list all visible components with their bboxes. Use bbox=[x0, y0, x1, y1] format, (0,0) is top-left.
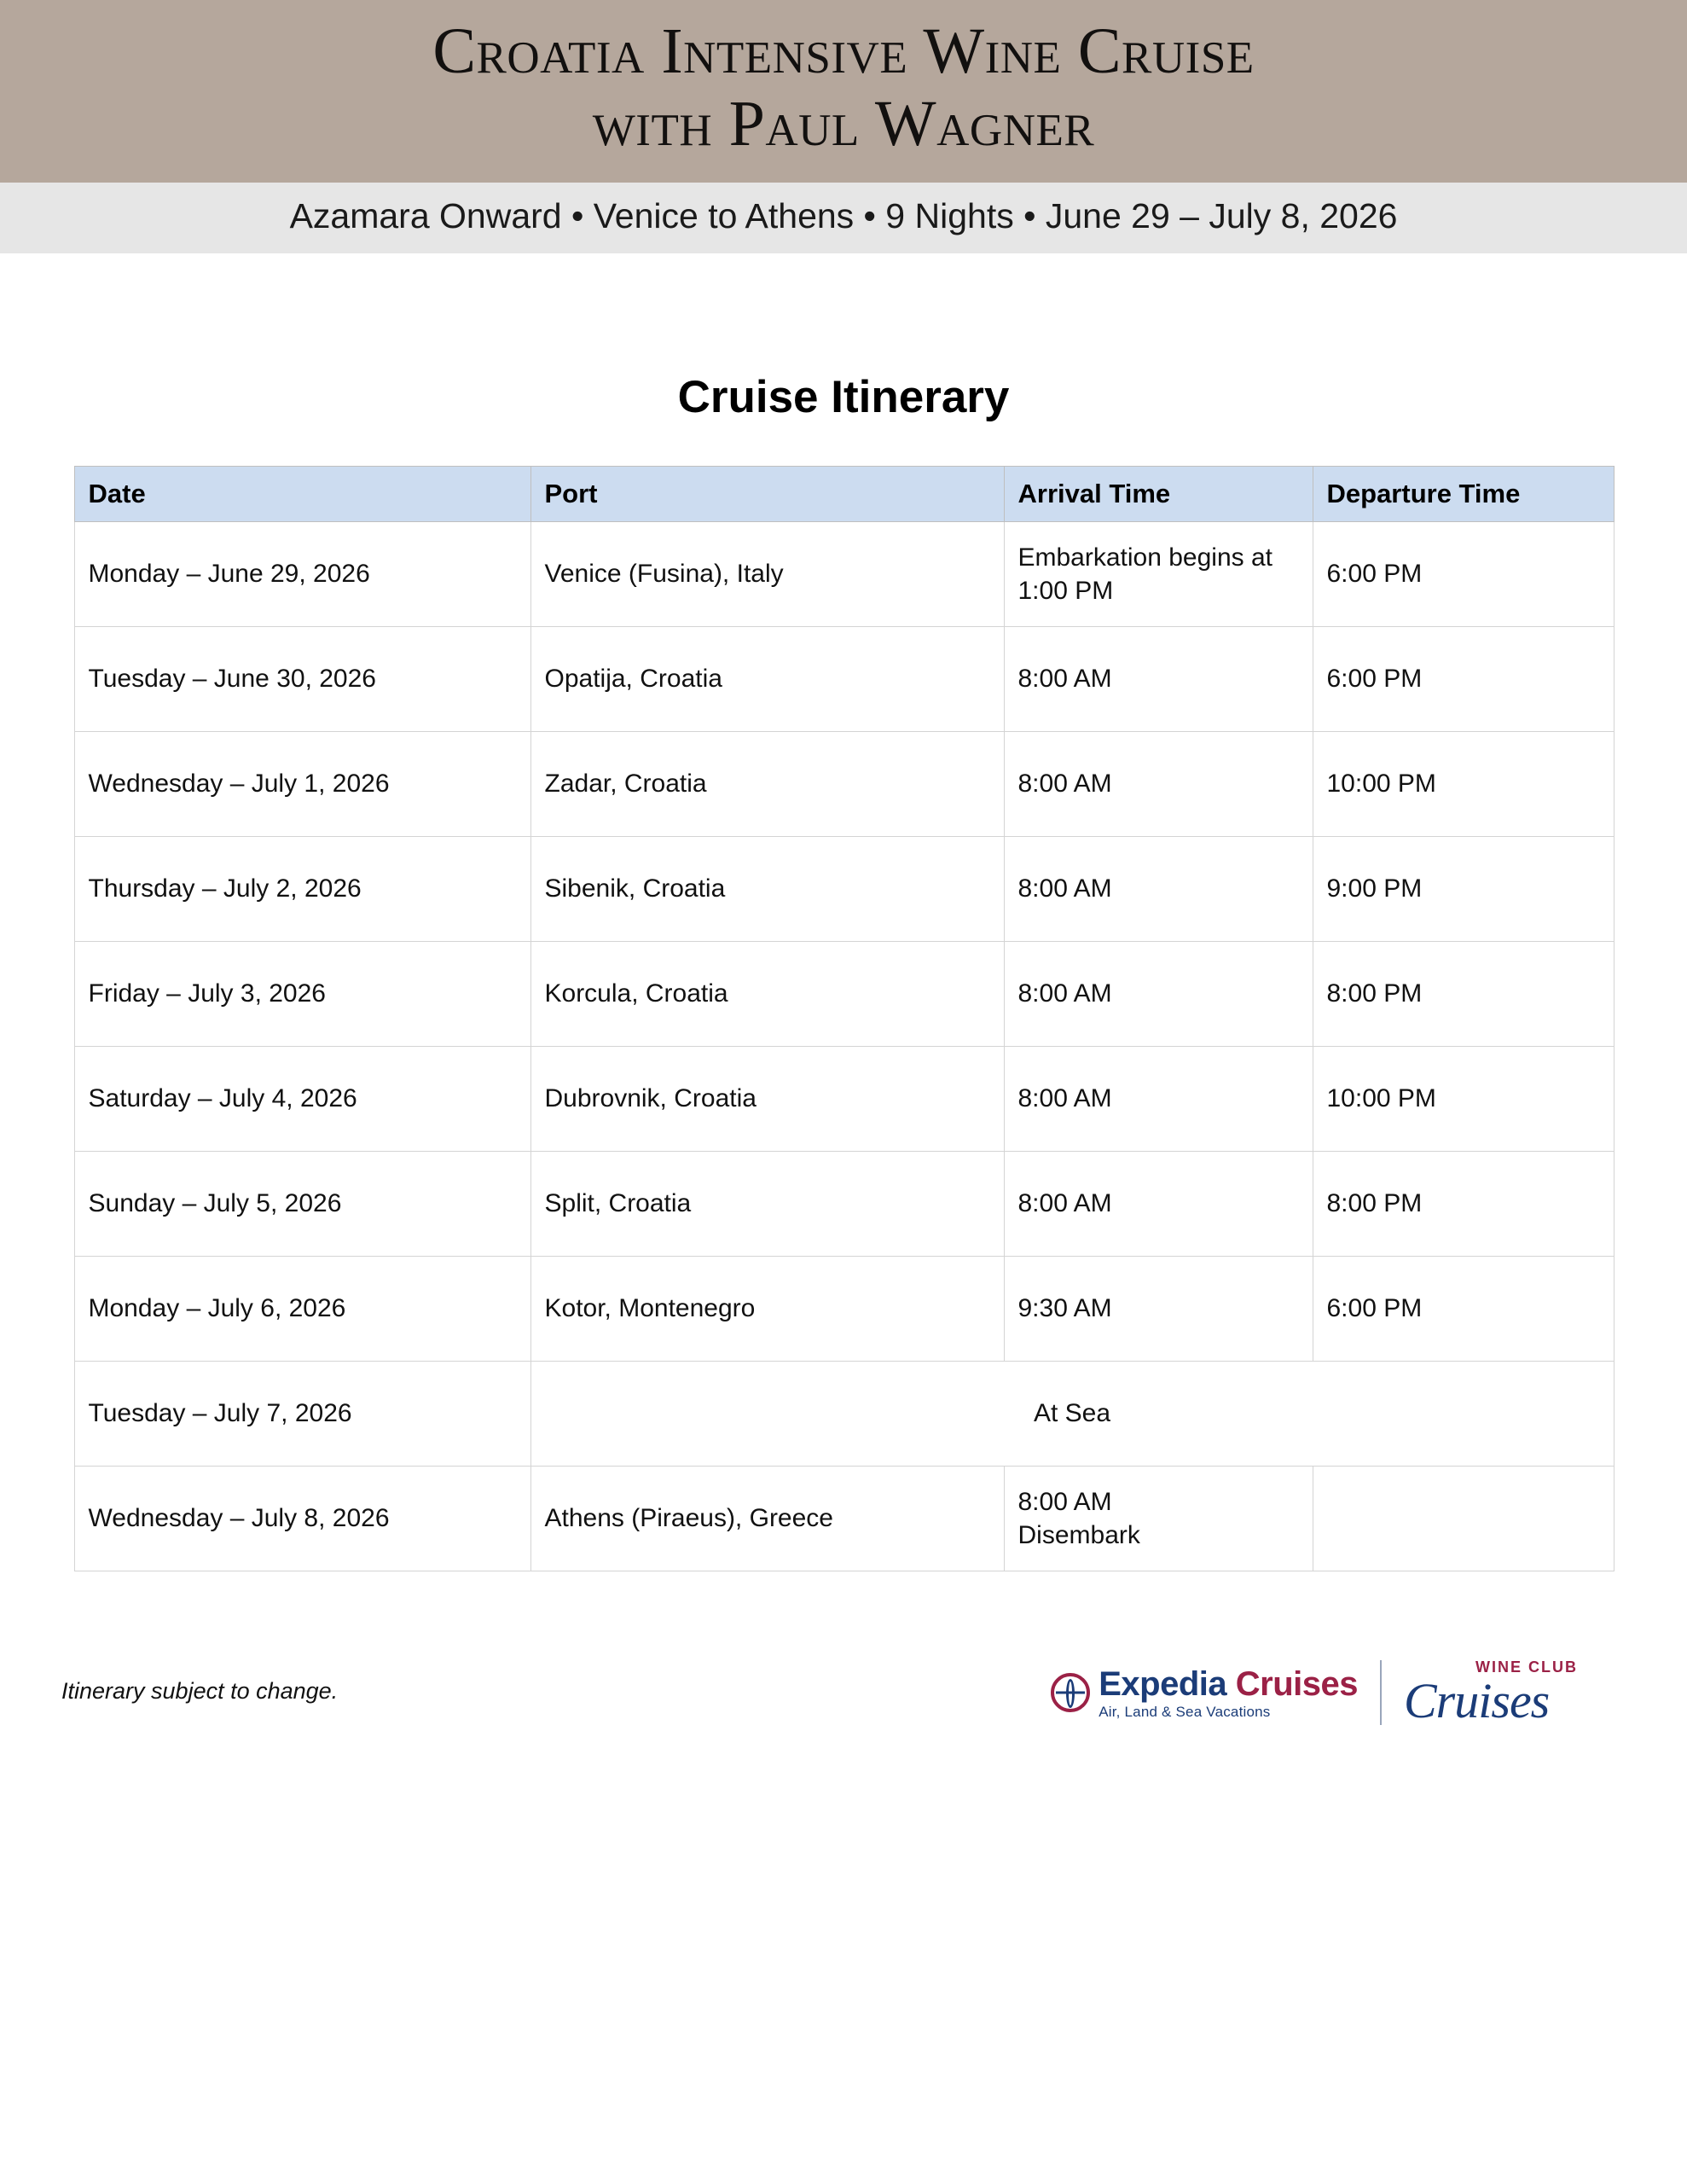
itinerary-table bbox=[74, 466, 1615, 1571]
cell-date: Monday – July 6, 2026 bbox=[74, 1257, 530, 1362]
page-title: Cruise Itinerary bbox=[677, 372, 1010, 423]
column-header-date: Date bbox=[74, 467, 530, 522]
cell-arrival: 8:00 AM bbox=[1004, 1152, 1313, 1257]
cell-departure: 8:00 PM bbox=[1313, 942, 1614, 1047]
cruises-word: Cruises bbox=[1226, 1664, 1358, 1703]
table-row bbox=[74, 942, 1614, 1047]
cell-port: Dubrovnik, Croatia bbox=[530, 1047, 1004, 1152]
expedia-logo-name bbox=[1099, 1664, 1358, 1703]
cell-departure: 9:00 PM bbox=[1313, 837, 1614, 942]
cell-date: Wednesday – July 8, 2026 bbox=[74, 1467, 530, 1571]
cell-date: Monday – June 29, 2026 bbox=[74, 522, 530, 627]
cell-port: Korcula, Croatia bbox=[530, 942, 1004, 1047]
cruise-summary-text: Azamara Onward • Venice to Athens • 9 Nights • June 29 – July 8, 2026 bbox=[289, 196, 1398, 236]
cell-departure: 10:00 PM bbox=[1313, 1047, 1614, 1152]
cell-at-sea: At Sea bbox=[530, 1362, 1614, 1467]
cell-port: Opatija, Croatia bbox=[530, 627, 1004, 732]
cell-port: Athens (Piraeus), Greece bbox=[530, 1467, 1004, 1571]
cell-departure: 6:00 PM bbox=[1313, 1257, 1614, 1362]
cell-arrival bbox=[1004, 1467, 1313, 1571]
expedia-logo-tagline: Air, Land & Sea Vacations bbox=[1099, 1703, 1271, 1720]
cell-date: Sunday – July 5, 2026 bbox=[74, 1152, 530, 1257]
document-title-line-2: with Paul Wagner bbox=[592, 88, 1095, 160]
cell-departure bbox=[1313, 1467, 1614, 1571]
expedia-cruises-logo bbox=[1051, 1664, 1358, 1720]
table-row bbox=[74, 1152, 1614, 1257]
cell-date: Tuesday – June 30, 2026 bbox=[74, 627, 530, 732]
cell-date: Thursday – July 2, 2026 bbox=[74, 837, 530, 942]
wine-club-cruises-wordmark: Cruises bbox=[1404, 1673, 1550, 1728]
table-row bbox=[74, 627, 1614, 732]
cell-arrival: 8:00 AM bbox=[1004, 627, 1313, 732]
logo-group bbox=[1051, 1659, 1578, 1726]
cell-date: Saturday – July 4, 2026 bbox=[74, 1047, 530, 1152]
table-row bbox=[74, 1257, 1614, 1362]
cell-arrival: 9:30 AM bbox=[1004, 1257, 1313, 1362]
title-band bbox=[0, 0, 1687, 183]
itinerary-table-container bbox=[74, 466, 1614, 1571]
cell-arrival: 8:00 AM bbox=[1004, 837, 1313, 942]
cell-departure: 8:00 PM bbox=[1313, 1152, 1614, 1257]
expedia-word: Expedia bbox=[1099, 1664, 1227, 1703]
cell-arrival-line-1: 8:00 AM bbox=[1017, 1487, 1112, 1516]
table-header-row bbox=[74, 467, 1614, 522]
subtitle-band bbox=[0, 183, 1687, 253]
disclaimer-note: Itinerary subject to change. bbox=[61, 1678, 339, 1704]
wine-club-cruises-logo bbox=[1404, 1659, 1578, 1726]
cell-arrival: Embarkation begins at 1:00 PM bbox=[1004, 522, 1313, 627]
cell-date: Wednesday – July 1, 2026 bbox=[74, 732, 530, 837]
document-title-line-1: Croatia Intensive Wine Cruise bbox=[432, 15, 1255, 87]
table-row bbox=[74, 1467, 1614, 1571]
cell-port: Venice (Fusina), Italy bbox=[530, 522, 1004, 627]
cell-arrival: 8:00 AM bbox=[1004, 732, 1313, 837]
cell-arrival-line-2: Disembark bbox=[1017, 1521, 1140, 1550]
cell-port: Sibenik, Croatia bbox=[530, 837, 1004, 942]
wine-club-label: WINE CLUB bbox=[1475, 1658, 1578, 1676]
cell-arrival: 8:00 AM bbox=[1004, 1047, 1313, 1152]
cell-port: Split, Croatia bbox=[530, 1152, 1004, 1257]
table-row bbox=[74, 732, 1614, 837]
cell-port: Zadar, Croatia bbox=[530, 732, 1004, 837]
column-header-arrival-time: Arrival Time bbox=[1004, 467, 1313, 522]
column-header-port: Port bbox=[530, 467, 1004, 522]
cell-departure: 6:00 PM bbox=[1313, 627, 1614, 732]
cell-departure: 10:00 PM bbox=[1313, 732, 1614, 837]
cell-arrival: 8:00 AM bbox=[1004, 942, 1313, 1047]
table-row bbox=[74, 837, 1614, 942]
table-row bbox=[74, 522, 1614, 627]
cell-port: Kotor, Montenegro bbox=[530, 1257, 1004, 1362]
logo-divider bbox=[1380, 1660, 1382, 1725]
cell-date: Friday – July 3, 2026 bbox=[74, 942, 530, 1047]
cell-date: Tuesday – July 7, 2026 bbox=[74, 1362, 530, 1467]
footer bbox=[0, 1659, 1687, 1753]
column-header-departure-time: Departure Time bbox=[1313, 467, 1614, 522]
cell-departure: 6:00 PM bbox=[1313, 522, 1614, 627]
table-row bbox=[74, 1047, 1614, 1152]
globe-icon bbox=[1051, 1673, 1090, 1712]
table-row bbox=[74, 1362, 1614, 1467]
